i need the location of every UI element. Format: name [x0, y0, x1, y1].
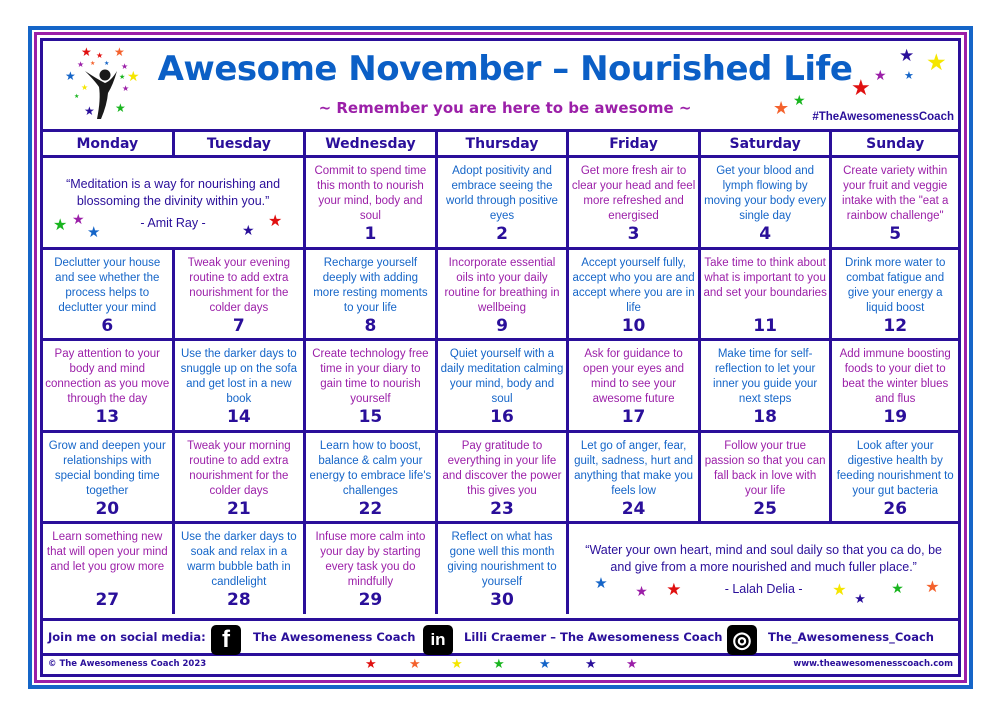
day-tip: Adopt positivity and embrace seeing the world through positive eyes — [446, 165, 558, 222]
day-cell-2[interactable] — [435, 158, 567, 247]
star-icon: ★ — [81, 83, 89, 92]
day-cell-26[interactable] — [829, 433, 961, 522]
star-icon: ★ — [891, 580, 904, 596]
day-number: 13 — [95, 407, 120, 427]
day-number: 16 — [490, 407, 514, 427]
day-cell-17[interactable] — [566, 341, 698, 430]
day-number: 25 — [753, 498, 777, 519]
day-cell-20[interactable] — [40, 433, 172, 522]
day-tip: Drink more water to combat fatigue and give your energy a liquid boost — [845, 256, 946, 314]
day-cell-25[interactable] — [698, 433, 830, 522]
day-number: 8 — [364, 315, 377, 336]
star-icon: ★ — [493, 656, 505, 671]
day-tip: Infuse more calm into your day by starting every task you do mindfully — [315, 531, 426, 588]
day-number: 19 — [883, 407, 908, 427]
person-silhouette-icon — [83, 65, 126, 121]
day-tip: Tweak your evening routine to add extra nourishment for the colder days — [187, 256, 290, 314]
day-cell-22[interactable] — [303, 433, 435, 522]
star-icon: ★ — [594, 575, 608, 592]
quote-top-text: “Meditation is a way for nourishing and blossoming the divinity within you.” — [66, 177, 281, 208]
day-tip: Pay attention to your body and mind connection as you move through the day — [45, 348, 170, 405]
star-icon: ★ — [666, 580, 682, 599]
star-icon: ★ — [65, 69, 76, 83]
star-icon: ★ — [773, 98, 790, 118]
star-icon: ★ — [832, 582, 847, 599]
day-cell-18[interactable] — [698, 341, 830, 430]
star-icon: ★ — [104, 61, 110, 67]
day-number: 11 — [753, 315, 777, 336]
day-tip: Let go of anger, fear, guilt, sadness, hurt and anything that make you feels low — [574, 439, 694, 497]
footer — [43, 656, 958, 674]
star-icon: ★ — [74, 94, 80, 100]
day-number: 12 — [883, 315, 908, 336]
star-icon: ★ — [904, 70, 914, 82]
day-number: 26 — [883, 498, 908, 519]
star-icon: ★ — [96, 51, 104, 60]
day-cell-14[interactable] — [172, 341, 304, 430]
day-cell-3[interactable] — [566, 158, 698, 247]
logo-person-with-stars — [61, 43, 141, 127]
day-tip: Look after your digestive health by feeding nourishment to your gut bacteria — [836, 439, 954, 497]
star-icon: ★ — [635, 583, 648, 599]
copyright: © The Awesomeness Coach 2023 — [48, 659, 207, 669]
facebook-icon[interactable]: f — [211, 625, 241, 655]
page-title: Awesome November – Nourished Life — [157, 49, 853, 89]
day-number: 9 — [496, 315, 508, 336]
calendar-grid — [40, 129, 961, 614]
day-tip: Tweak your morning routine to add extra nourishment for the colder days — [187, 439, 291, 497]
day-tip: Incorporate essential oils into your daily routine for breathing in wellbeing — [444, 256, 560, 314]
star-icon: ★ — [242, 222, 255, 238]
linkedin-link[interactable]: Lilli Craemer – The Awesomeness Coach — [464, 630, 723, 644]
day-number: 6 — [101, 315, 114, 336]
day-cell-5[interactable] — [829, 158, 961, 247]
day-tip: Use the darker days to soak and relax in a warm bubble bath in candlelight — [181, 531, 297, 588]
day-cell-24[interactable] — [566, 433, 698, 522]
weekday-thursday: Thursday — [435, 132, 567, 155]
day-tip: Accept yourself fully, accept who you are and accept where you are in life — [572, 256, 695, 314]
day-cell-15[interactable] — [303, 341, 435, 430]
star-icon: ★ — [626, 656, 638, 671]
header — [43, 41, 958, 129]
quote-top-author: - Amit Ray - — [140, 216, 206, 230]
day-cell-30[interactable] — [435, 524, 567, 614]
day-cell-21[interactable] — [172, 433, 304, 522]
quote-bottom-cell — [566, 524, 961, 614]
weekday-wednesday: Wednesday — [303, 132, 435, 155]
day-cell-4[interactable] — [698, 158, 830, 247]
footer-star-row — [363, 656, 643, 674]
star-icon: ★ — [365, 656, 377, 671]
day-number: 24 — [621, 498, 646, 519]
week-row-4 — [40, 433, 961, 525]
star-icon: ★ — [90, 61, 96, 67]
day-tip: Get your blood and lymph flowing by moving your body every single day — [704, 165, 827, 222]
day-tip: Pay gratitude to everything in your life and discover the power this gives you — [442, 439, 562, 497]
day-number: 28 — [227, 590, 251, 610]
star-icon: ★ — [77, 60, 85, 69]
day-cell-13[interactable] — [40, 341, 172, 430]
day-tip: Learn something new that will open your mind and let you grow more — [46, 531, 168, 573]
day-cell-8[interactable] — [303, 250, 435, 339]
day-number: 4 — [759, 224, 772, 244]
day-cell-12[interactable] — [829, 250, 961, 339]
day-number: 7 — [232, 315, 245, 336]
weekday-sunday: Sunday — [829, 132, 961, 155]
day-number: 20 — [95, 498, 120, 519]
facebook-link[interactable]: The Awesomeness Coach — [253, 630, 416, 644]
day-tip: Follow your true passion so that you can fall back in love with your life — [704, 439, 826, 497]
day-cell-11[interactable] — [698, 250, 830, 339]
day-tip: Declutter your house and see whether the process helps to declutter your mind — [54, 256, 161, 314]
day-tip: Grow and deepen your relationships with special bonding time together — [48, 439, 166, 497]
social-label: Join me on social media: — [48, 630, 206, 644]
day-cell-6[interactable] — [40, 250, 172, 339]
star-icon: ★ — [409, 656, 421, 671]
star-icon: ★ — [451, 656, 463, 671]
day-number: 22 — [358, 498, 383, 519]
day-number: 14 — [227, 407, 251, 427]
star-icon: ★ — [793, 92, 806, 108]
day-cell-1[interactable] — [303, 158, 435, 247]
star-icon: ★ — [851, 75, 871, 100]
star-icon: ★ — [854, 591, 866, 606]
social-media-bar — [43, 618, 958, 656]
star-icon: ★ — [87, 224, 101, 241]
day-tip: Add immune boosting foods to your diet to beat the winter blues and flus — [839, 348, 951, 405]
star-icon: ★ — [899, 46, 915, 65]
star-icon: ★ — [122, 84, 130, 93]
day-cell-9[interactable] — [435, 250, 567, 339]
day-tip: Ask for guidance to open your eyes and mind to see your awesome future — [583, 348, 685, 405]
star-icon: ★ — [121, 62, 129, 71]
star-icon: ★ — [72, 211, 85, 227]
day-number: 5 — [889, 224, 902, 244]
day-number: 3 — [627, 224, 640, 244]
day-cell-28[interactable] — [172, 524, 304, 614]
day-number: 29 — [358, 590, 383, 610]
day-number: 21 — [227, 498, 251, 519]
weekday-friday: Friday — [566, 132, 698, 155]
day-number: 27 — [95, 590, 120, 610]
star-icon: ★ — [84, 104, 95, 118]
day-tip: Reflect on what has gone well this month giving nourishment to yourself — [447, 531, 557, 588]
day-tip: Make time for self-reflection to let your inner you guide your next steps — [713, 348, 818, 405]
day-number: 17 — [621, 407, 646, 427]
day-number: 2 — [496, 224, 508, 244]
website-link[interactable]: www.theawesomenesscoach.com — [793, 659, 953, 669]
day-number: 30 — [490, 590, 514, 610]
day-tip: Recharge yourself deeply with adding more resting moments to your life — [313, 256, 428, 314]
day-cell-10[interactable] — [566, 250, 698, 339]
page-subtitle: ~ Remember you are here to be awesome ~ — [318, 99, 692, 117]
day-tip: Take time to think about what is important to you and set your boundaries — [703, 256, 827, 299]
day-tip: Get more fresh air to clear your head and feel more refreshed and energised — [571, 165, 696, 222]
day-tip: Commit to spend time this month to nourish your mind, body and soul — [314, 165, 427, 222]
quote-bottom-text: “Water your own heart, mind and soul daily so that you ca do, be and give from a more nourished and much fuller place.” — [585, 543, 942, 574]
star-icon: ★ — [53, 217, 68, 234]
weekday-tuesday: Tuesday — [172, 132, 304, 155]
linkedin-icon[interactable]: in — [423, 625, 453, 655]
weekday-saturday: Saturday — [698, 132, 830, 155]
day-number: 23 — [490, 498, 514, 519]
day-cell-27[interactable] — [40, 524, 172, 614]
star-icon: ★ — [585, 656, 597, 671]
day-cell-16[interactable] — [435, 341, 567, 430]
star-icon: ★ — [127, 68, 140, 84]
weekday-header-row — [40, 132, 961, 158]
star-icon: ★ — [119, 74, 126, 81]
week-row-3 — [40, 341, 961, 433]
day-number: 18 — [753, 407, 777, 427]
day-cell-29[interactable] — [303, 524, 435, 614]
day-tip: Quiet yourself with a daily meditation calming your mind, body and soul — [440, 348, 564, 405]
weekday-monday: Monday — [40, 132, 172, 155]
day-tip: Use the darker days to snuggle up on the sofa and get lost in a new book — [180, 348, 298, 405]
day-cell-19[interactable] — [829, 341, 961, 430]
hashtag: #TheAwesomenessCoach — [812, 111, 954, 123]
day-tip: Create technology free time in your diary to gain time to nourish yourself — [312, 348, 429, 405]
star-icon: ★ — [81, 45, 92, 59]
day-tip: Learn how to boost, balance & calm your energy to embrace life's challenges — [309, 439, 432, 497]
day-number: 1 — [364, 224, 377, 244]
star-icon: ★ — [114, 45, 125, 59]
week-row-1 — [40, 158, 961, 250]
day-number: 15 — [358, 407, 383, 427]
instagram-icon[interactable]: ◎ — [727, 625, 757, 655]
star-icon: ★ — [115, 101, 126, 115]
week-row-5 — [40, 524, 961, 614]
quote-top-cell — [40, 158, 303, 247]
star-icon: ★ — [268, 213, 283, 230]
star-icon: ★ — [925, 579, 940, 596]
star-icon: ★ — [539, 656, 551, 671]
day-cell-23[interactable] — [435, 433, 567, 522]
day-tip: Create variety within your fruit and veggie intake with the "eat a rainbow challenge" — [842, 165, 949, 222]
week-row-2 — [40, 250, 961, 342]
day-cell-7[interactable] — [172, 250, 304, 339]
star-icon: ★ — [874, 67, 887, 83]
quote-bottom-author: - Lalah Delia - — [724, 582, 803, 596]
instagram-link[interactable]: The_Awesomeness_Coach — [768, 630, 934, 644]
day-number: 10 — [621, 315, 646, 336]
star-icon: ★ — [926, 49, 947, 75]
